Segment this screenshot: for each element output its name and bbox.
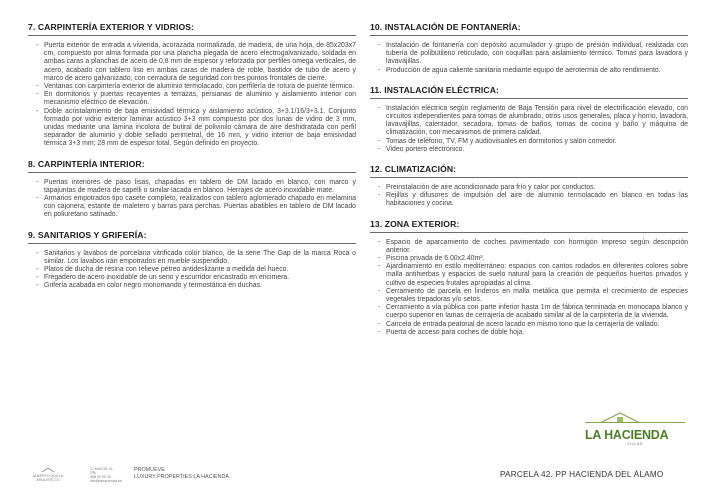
list-item: - Instalación de fontanería con depósito acumulador y grupo de presión individual, realizada con tubería de polibutileno reticulado, con coquillas para aislamiento térmico. Tomas para lavadora y lavavajillas. [378,42,688,67]
list-item: - Rejillas y difusores de impulsión del aire de aluminio termolacado en blanco en todas las habitaciones y cocina. [378,192,688,208]
list-item: - Instalación eléctrica según reglamento de Baja Tensión para nivel de electrificación elevado, con circuitos independientes para tomas de alumbrado, otros usos generales, placa y horno, lavadora, lavavajillas, calentador, secadora, tomas de baños, tomas de cocina y baño y máquina de climatización, con mecanismos de primera calidad. [378,105,688,138]
list-item: - Armarios empotrados tipo casete completo, realizados con tablero aglomerado chapado en melamina con cajonera, estante de maletero y barras para perchas. Puertas abatibles en tablero de DM lacado en poliuretano satinado. [36,195,356,220]
section-divider [28,243,356,244]
section-divider [370,35,688,36]
contact-phone: 968 00 00 00 [90,475,111,479]
section-heading: 8. CARPINTERÍA INTERIOR: [28,158,145,169]
right-column [370,22,688,347]
list-item: - Sanitarios y lavabos de porcelana vitrificada color blanco, de la serie The Gap de la marca Roca o similar. Los lavabos irán empotrados en mueble suspendido. [36,250,356,266]
brand-name: LA HACIENDA [585,428,669,442]
list-item: - Preinstalación de aire acondicionado para frío y calor por conductos. [378,184,688,192]
section-heading: 10. INSTALACIÓN DE FONTANERÍA: [370,22,521,32]
section [28,159,356,220]
section [370,85,688,154]
promoter-name: LUXURY PROPERTIES LA HACIENDA [134,474,229,480]
architect-title: ARQUITECTO [36,478,60,482]
architect-name: ALBERTO QUILLA [32,474,64,478]
list-item: - Puerta exterior de entrada a vivienda, acorazada normalizada, de madera, de una hoja, de 85x203x7 cm, compuesto por alma formada por una plancha plegada de acero electrogalvanizado, soldada en ambas caras a planchas de acero de 0,8 mm de espesor y reforzada por perfiles omega verticales, de acero, acabado con tablero liso en ambas caras de madera de roble, bastidor de tubo de acero y marco de acero galvanizado, con cerradura de seguridad con tres puntos frontales de cierre. [36,42,356,83]
list-item: - Doble acristalamiento de baja emisividad térmica y aislamiento acústico, 3+3.1/16/3+3.1. Conjunto formado por vidrio exterior laminar acústico 3+3 mm compuesto por dos lunas de vidrio de 3 mm, unidas mediante una lámina incolora de butiral de polivinilo cámara de aire deshidratada con perfil separador de aluminio y doble sellado perimetral, de 16 mm, y vidrio interior de baja emisividad térmica 3+3 mm; 28 mm de espesor total. Según definido en proyecto. [36,108,356,149]
section-divider [28,35,356,36]
list-item: - Cerramiento de parcela en linderos en malla metálica que permita el crecimiento de especies vegetales trepadoras y/o setos. [378,288,688,304]
section-divider [28,172,356,173]
list-item: - Video portero electrónico. [378,146,688,154]
item-list [28,42,356,149]
item-list [28,250,356,291]
section-heading: 9. SANITARIOS Y GRIFERÍA: [28,229,147,240]
section-heading: 13. ZONA EXTERIOR: [370,218,460,229]
list-item: - Cerramiento a vía pública con parte inferior hasta 1m de fábrica terminada en monocapa blanco y cuerpo superior en lamas de cerrajería de acabado similar al de la carpintería de la vivienda. [378,304,688,320]
left-column [28,22,356,301]
item-list [370,42,688,75]
list-item: - Espacio de aparcamiento de coches pavimentado con hormigón impreso según descripción anterior. [378,239,688,255]
section-divider [370,177,688,178]
section [28,230,356,291]
item-list [370,239,688,337]
list-item: - Cancela de entrada peatonal de acero lacado en mismo tono que la cerrajería de vallado. [378,321,688,329]
brand-logo [585,422,685,453]
list-item: - Piscina privada de 6.00x2.40m². [378,255,688,263]
list-item: - Tomas de teléfono, TV, FM y audiovisuales en dormitorios y salón comedor. [378,138,688,146]
architect-mark-icon [41,467,55,473]
list-item: - Puertas interiores de paso lisas, chapadas en tablero de DM lacado en blanco, con marco y tapajuntas de madera de sapelli o similar lacada en blanco. Herrajes de acero inoxidable mate. [36,179,356,195]
footer-logos [28,467,229,483]
contact-block [90,467,120,483]
contact-email: info@lahacienda.es [90,479,122,483]
brand-subtitle: VILLAS [627,442,643,446]
item-list [370,105,688,154]
list-item: - Ajardinamiento en estilo mediterráneo: espacios con cantos rodados en diferentes colores sobre malla antihierbas y espacios de suelo natural para la creación de pequeños huertos privados y cultivo de especies frutales apropiadas al clima. [378,263,688,288]
list-item: - Grifería acabada en color negro monomando y termostática en duchas. [36,282,356,290]
item-list [370,184,688,209]
section-heading: 7. CARPINTERÍA EXTERIOR Y VIDRIOS: [28,22,195,32]
section [370,164,688,209]
section-heading: 11. INSTALACIÓN ELÉCTRICA: [370,84,499,95]
contact-address: C/ MAYOR 24, 2ºB [90,467,114,475]
promotes-label: PROMUEVE [134,467,165,473]
list-item: - Ventanas con carpintería exterior de aluminio termolacado, con perfilería de rotura de puente térmico. [36,83,356,91]
section-divider [370,232,688,233]
architect-logo [28,467,68,482]
section-heading: 12. CLIMATIZACIÓN: [370,164,457,175]
promoter-block [134,467,229,481]
item-list [28,179,356,220]
section-divider [370,98,688,99]
list-item: - Puerta de acceso para coches de doble hoja. [378,329,688,337]
list-item: - En dormitorios y puertas recayentes a terrazas, persianas de aluminio y aislamiento interior con mecanismo eléctrico de elevación. [36,91,356,107]
section [370,219,688,337]
parcela-label: PARCELA 42. PP HACIENDA DEL ÁLAMO [500,470,664,479]
section [370,22,688,75]
list-item: - Producción de agua caliente sanitaria mediante equipo de aerotermia de alto rendimiento. [378,67,688,75]
list-item: - Platos de ducha de resina con relieve pétreo antideslizante a medida del hueco. [36,266,356,274]
section [28,22,356,149]
list-item: - Fregadero de acero inoxidable de un seno y escurridor encastrado en encimera. [36,274,356,282]
